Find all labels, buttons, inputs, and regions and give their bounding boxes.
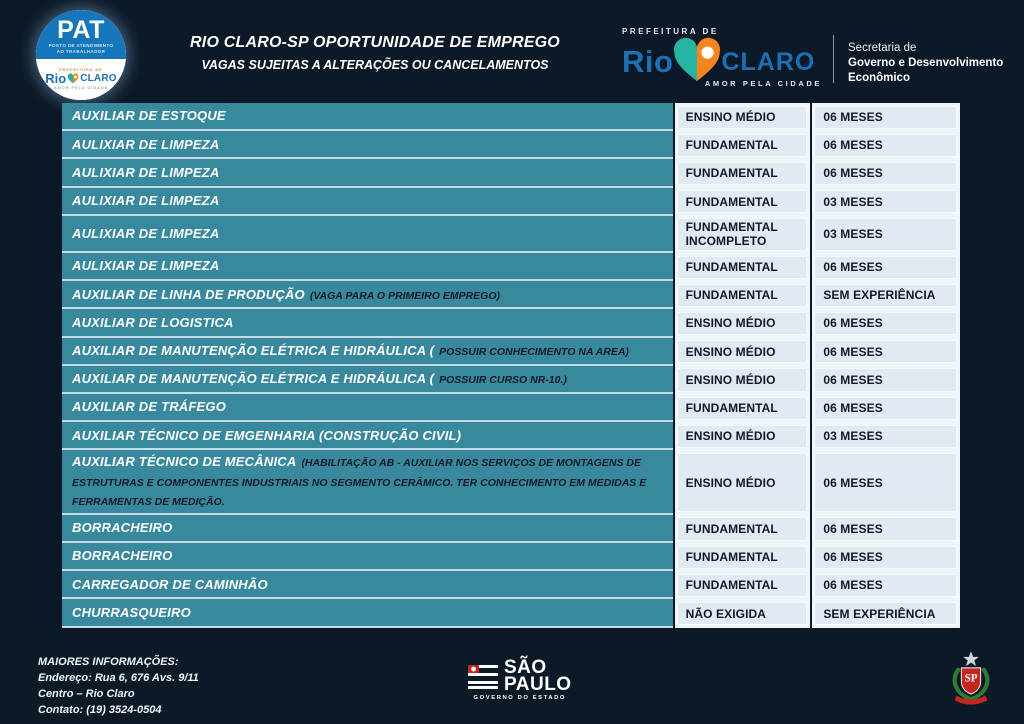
experience-cell xyxy=(812,338,960,366)
prefeitura-logo xyxy=(622,27,822,88)
job-text xyxy=(72,285,663,305)
job-title-cell xyxy=(62,571,673,599)
job-title-cell xyxy=(62,188,673,216)
education-cell xyxy=(675,422,811,450)
job-text xyxy=(72,106,663,126)
job-title-cell xyxy=(62,366,673,394)
experience-cell xyxy=(812,309,960,337)
education-cell xyxy=(675,450,811,515)
education-value: NÃO EXIGIDA xyxy=(677,602,808,625)
experience-cell xyxy=(812,188,960,216)
job-title: CARREGADOR DE CAMINHÃO xyxy=(72,576,268,592)
job-text xyxy=(72,369,663,389)
experience-value: 03 MESES xyxy=(814,190,957,213)
education-cell xyxy=(675,338,811,366)
job-title: AUXILIAR DE ESTOQUE xyxy=(72,108,226,124)
job-note: (VAGA PARA O PRIMEIRO EMPREGO) xyxy=(309,289,501,302)
footer-district: Centro – Rio Claro xyxy=(38,687,135,700)
job-title: CHURRASQUEIRO xyxy=(72,604,191,620)
footer-address: Endereço: Rua 6, 676 Avs. 9/11 xyxy=(38,671,199,684)
education-cell xyxy=(675,103,811,131)
job-note: POSSUIR CONHECIMENTO NA AREA) xyxy=(439,345,629,358)
education-cell xyxy=(675,216,811,253)
education-value: ENSINO MÉDIO xyxy=(677,368,808,391)
experience-value: 06 MESES xyxy=(814,256,957,279)
job-text xyxy=(72,426,663,446)
education-value: FUNDAMENTAL xyxy=(677,134,808,157)
job-text xyxy=(72,397,663,417)
job-title: AULIXIAR DE LIMPEZA xyxy=(72,225,220,241)
experience-value: 03 MESES xyxy=(814,218,957,250)
job-title: AUXILIAR TÉCNICO DE EMGENHARIA (CONSTRUÇÃO CIVIL) xyxy=(72,427,462,443)
table-row xyxy=(62,515,960,543)
education-value: FUNDAMENTAL xyxy=(677,284,808,307)
table-row xyxy=(62,159,960,187)
job-text xyxy=(72,603,663,623)
experience-value: 06 MESES xyxy=(814,312,957,335)
job-note: (HABILITAÇÃO AB - AUXILIAR NOS SERVIÇOS DE MONTAGENS DE ESTRUTURAS E COMPONENTES INDUSTRIAIS NO SEGMENTO CERÂMICO. TER CONHECIMENTO EM MEDIDAS E FERRAMENTAS DE MEDIÇÃO. xyxy=(72,457,647,509)
education-value: FUNDAMENTAL xyxy=(677,162,808,185)
job-title-cell xyxy=(62,309,673,337)
education-value: ENSINO MÉDIO xyxy=(677,106,808,129)
table-row xyxy=(62,131,960,159)
table-row xyxy=(62,338,960,366)
experience-value: 06 MESES xyxy=(814,340,957,363)
job-text xyxy=(72,224,663,244)
job-title-cell xyxy=(62,216,673,253)
experience-cell xyxy=(812,281,960,309)
experience-cell xyxy=(812,450,960,515)
education-cell xyxy=(675,571,811,599)
svg-text:SP: SP xyxy=(964,672,978,685)
job-title: AULIXIAR DE LIMPEZA xyxy=(72,164,220,180)
job-title: AUXILIAR DE MANUTENÇÃO ELÉTRICA E HIDRÁULICA ( xyxy=(72,371,435,387)
education-value: FUNDAMENTAL xyxy=(677,517,808,540)
job-title-cell xyxy=(62,599,673,627)
experience-value: 06 MESES xyxy=(814,162,957,185)
sao-paulo-wordmark: SÃO PAULO xyxy=(504,657,572,695)
education-value: FUNDAMENTAL xyxy=(677,397,808,420)
table-row xyxy=(62,366,960,394)
experience-cell xyxy=(812,394,960,422)
table-row xyxy=(62,422,960,450)
experience-cell xyxy=(812,422,960,450)
sao-paulo-gov-logo-top xyxy=(468,657,572,695)
job-text xyxy=(72,452,663,511)
education-value: FUNDAMENTAL xyxy=(677,546,808,569)
experience-value: 06 MESES xyxy=(814,106,957,129)
jobs-table xyxy=(62,103,960,628)
job-title-cell xyxy=(62,131,673,159)
job-text xyxy=(72,341,663,361)
experience-cell xyxy=(812,571,960,599)
sp-state-seal-icon xyxy=(948,651,994,705)
pat-logo xyxy=(36,10,126,100)
job-title-cell xyxy=(62,338,673,366)
education-value: ENSINO MÉDIO xyxy=(677,453,808,513)
experience-value: SEM EXPERIÊNCIA xyxy=(814,602,957,625)
table-row xyxy=(62,188,960,216)
education-cell xyxy=(675,281,811,309)
education-cell xyxy=(675,515,811,543)
education-cell xyxy=(675,543,811,571)
header-divider xyxy=(833,35,834,83)
experience-cell xyxy=(812,366,960,394)
education-cell xyxy=(675,599,811,627)
footer-info xyxy=(38,655,199,719)
job-title-cell xyxy=(62,422,673,450)
table-row xyxy=(62,450,960,515)
sao-paulo-gov-logo xyxy=(468,657,572,702)
job-title: AUXILIAR DE TRÁFEGO xyxy=(72,399,227,415)
experience-value: 06 MESES xyxy=(814,368,957,391)
prefeitura-eyebrow: PREFEITURA DE xyxy=(622,27,719,36)
job-title-cell xyxy=(62,515,673,543)
education-value: FUNDAMENTAL xyxy=(677,190,808,213)
table-row xyxy=(62,216,960,253)
prefeitura-name: Rio CLARO xyxy=(622,37,822,77)
education-value: FUNDAMENTAL xyxy=(677,574,808,597)
job-text xyxy=(72,313,663,333)
education-cell xyxy=(675,188,811,216)
experience-value: 06 MESES xyxy=(814,574,957,597)
pat-logo-subtitle: POSTO DE ATENDIMENTO AO TRABALHADOR xyxy=(48,43,114,54)
job-text xyxy=(72,191,663,211)
job-title: AUXILIAR DE MANUTENÇÃO ELÉTRICA E HIDRÁULICA ( xyxy=(72,342,435,358)
page-title-block xyxy=(170,34,580,72)
sp-flag-icon xyxy=(468,663,500,691)
experience-cell xyxy=(812,515,960,543)
heart-pin-icon xyxy=(67,73,79,84)
education-cell xyxy=(675,309,811,337)
education-cell xyxy=(675,394,811,422)
education-cell xyxy=(675,253,811,281)
education-value: FUNDAMENTAL xyxy=(677,256,808,279)
table-row xyxy=(62,543,960,571)
job-title: AUXILIAR DE LOGISTICA xyxy=(72,314,234,330)
job-title: BORRACHEIRO xyxy=(72,520,173,536)
page-subtitle: VAGAS SUJEITAS A ALTERAÇÕES OU CANCELAMENTOS xyxy=(201,58,549,72)
job-text xyxy=(72,135,663,155)
job-title-cell xyxy=(62,253,673,281)
job-title: BORRACHEIRO xyxy=(72,548,173,564)
experience-cell xyxy=(812,103,960,131)
experience-cell xyxy=(812,543,960,571)
pat-org-tagline: AMOR PELA CIDADE xyxy=(53,86,109,91)
education-cell xyxy=(675,159,811,187)
experience-value: SEM EXPERIÊNCIA xyxy=(814,284,957,307)
pat-logo-title: PAT xyxy=(57,16,105,45)
job-title: AULIXIAR DE LIMPEZA xyxy=(72,136,220,152)
experience-value: 03 MESES xyxy=(814,425,957,448)
job-title: AUXILIAR DE LINHA DE PRODUÇÃO xyxy=(72,286,305,302)
experience-value: 06 MESES xyxy=(814,453,957,513)
table-row xyxy=(62,281,960,309)
job-text xyxy=(72,518,663,538)
education-value: FUNDAMENTAL INCOMPLETO xyxy=(677,218,808,250)
education-value: ENSINO MÉDIO xyxy=(677,425,808,448)
governo-do-estado-caption: GOVERNO DO ESTADO xyxy=(473,695,567,702)
pat-org-prefix: PREFEITURA DE xyxy=(59,68,103,73)
experience-cell xyxy=(812,159,960,187)
education-value: ENSINO MÉDIO xyxy=(677,340,808,363)
heart-pin-icon xyxy=(671,37,723,83)
experience-cell xyxy=(812,216,960,253)
page-title: RIO CLARO-SP OPORTUNIDADE DE EMPREGO xyxy=(190,34,560,51)
experience-cell xyxy=(812,253,960,281)
experience-cell xyxy=(812,599,960,627)
experience-value: 06 MESES xyxy=(814,546,957,569)
education-value: ENSINO MÉDIO xyxy=(677,312,808,335)
job-title-cell xyxy=(62,394,673,422)
job-title-cell xyxy=(62,281,673,309)
pat-org-name: Rio CLARO xyxy=(45,71,117,87)
table-row xyxy=(62,394,960,422)
table-row xyxy=(62,253,960,281)
education-cell xyxy=(675,131,811,159)
job-note: POSSUIR CURSO NR-10.) xyxy=(439,374,567,387)
footer-contact: Contato: (19) 3524-0504 xyxy=(38,703,162,716)
experience-value: 06 MESES xyxy=(814,517,957,540)
secretaria-block: Secretaria de Governo e Desenvolvimento Econômico xyxy=(848,42,1004,84)
job-text xyxy=(72,546,663,566)
job-text xyxy=(72,256,663,276)
job-title-cell xyxy=(62,543,673,571)
experience-value: 06 MESES xyxy=(814,134,957,157)
job-title: AULIXIAR DE LIMPEZA xyxy=(72,258,220,274)
job-title-cell xyxy=(62,450,673,515)
job-title: AUXILIAR TÉCNICO DE MECÂNICA xyxy=(72,454,297,470)
job-title-cell xyxy=(62,103,673,131)
prefeitura-tagline: AMOR PELA CIDADE xyxy=(704,79,822,88)
job-text xyxy=(72,163,663,183)
job-title: AULIXIAR DE LIMPEZA xyxy=(72,192,220,208)
job-title-cell xyxy=(62,159,673,187)
experience-value: 06 MESES xyxy=(814,397,957,420)
table-row xyxy=(62,103,960,131)
pat-logo-bottom xyxy=(36,59,126,100)
table-row xyxy=(62,571,960,599)
table-row xyxy=(62,309,960,337)
experience-cell xyxy=(812,131,960,159)
job-text xyxy=(72,575,663,595)
footer-info-title: MAIORES INFORMAÇÕES: xyxy=(38,656,179,668)
table-row xyxy=(62,599,960,627)
education-cell xyxy=(675,366,811,394)
pat-logo-top xyxy=(36,10,126,59)
